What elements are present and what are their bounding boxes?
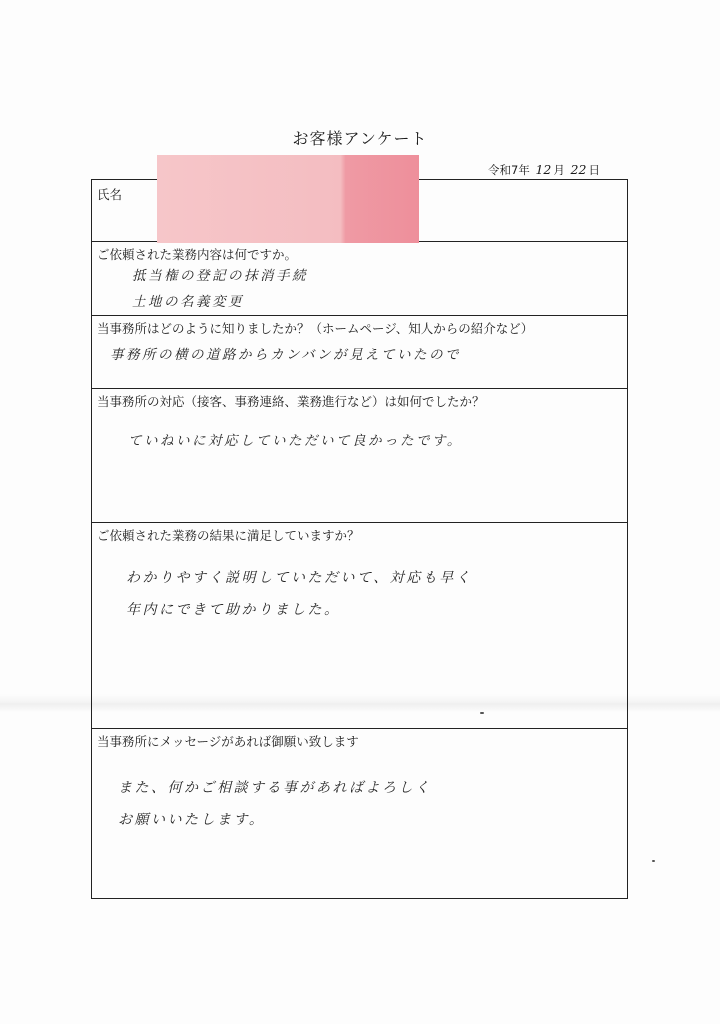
name-label: 氏名 (97, 187, 123, 202)
message-answer-line-1: また、何かご相談する事があればよろしく (118, 780, 432, 796)
scan-speck (652, 860, 655, 862)
discovery-question: 当事務所はどのように知りましたか？（ホームページ、知人からの紹介など） (97, 321, 534, 336)
discovery-answer: 事務所の横の道路からカンバンが見えていたので (110, 347, 462, 363)
date-day: 22 (570, 162, 587, 177)
survey-form-table (91, 179, 628, 899)
name-redaction-block (157, 155, 419, 243)
message-row (92, 728, 627, 900)
discovery-row (92, 315, 627, 388)
service-answer-line-1: 抵当権の登記の抹消手続 (132, 268, 308, 284)
satisfaction-answer-line-2: 年内にできて助かりました。 (126, 602, 341, 618)
date-month-unit: 月 (553, 163, 565, 177)
survey-title: お客様アンケート (292, 129, 428, 148)
service-quality-question: 当事務所の対応（接客、事務連絡、業務進行など）は如何でしたか？ (97, 394, 485, 409)
satisfaction-question: ご依頼された業務の結果に満足していますか？ (97, 528, 360, 543)
date-day-unit: 日 (588, 163, 600, 177)
scan-speck (480, 712, 484, 714)
service-quality-row (92, 388, 627, 522)
date-month: 12 (535, 162, 552, 177)
message-question: 当事務所にメッセージがあれば御願い致します (97, 734, 359, 749)
service-answer-line-2: 土地の名義変更 (132, 294, 244, 310)
satisfaction-row (92, 522, 627, 728)
survey-date (488, 162, 628, 178)
satisfaction-answer-line-1: わかりやすく説明していただいて、対応も早く (126, 570, 473, 586)
message-answer-line-2: お願いいたします。 (118, 812, 266, 828)
date-year-unit: 年 (518, 163, 530, 177)
service-row (92, 241, 627, 315)
date-year: 7 (511, 163, 519, 177)
service-question: ご依頼された業務内容は何ですか。 (97, 247, 298, 262)
service-quality-answer: ていねいに対応していただいて良かったです。 (128, 433, 463, 449)
date-era: 令和 (488, 163, 511, 177)
